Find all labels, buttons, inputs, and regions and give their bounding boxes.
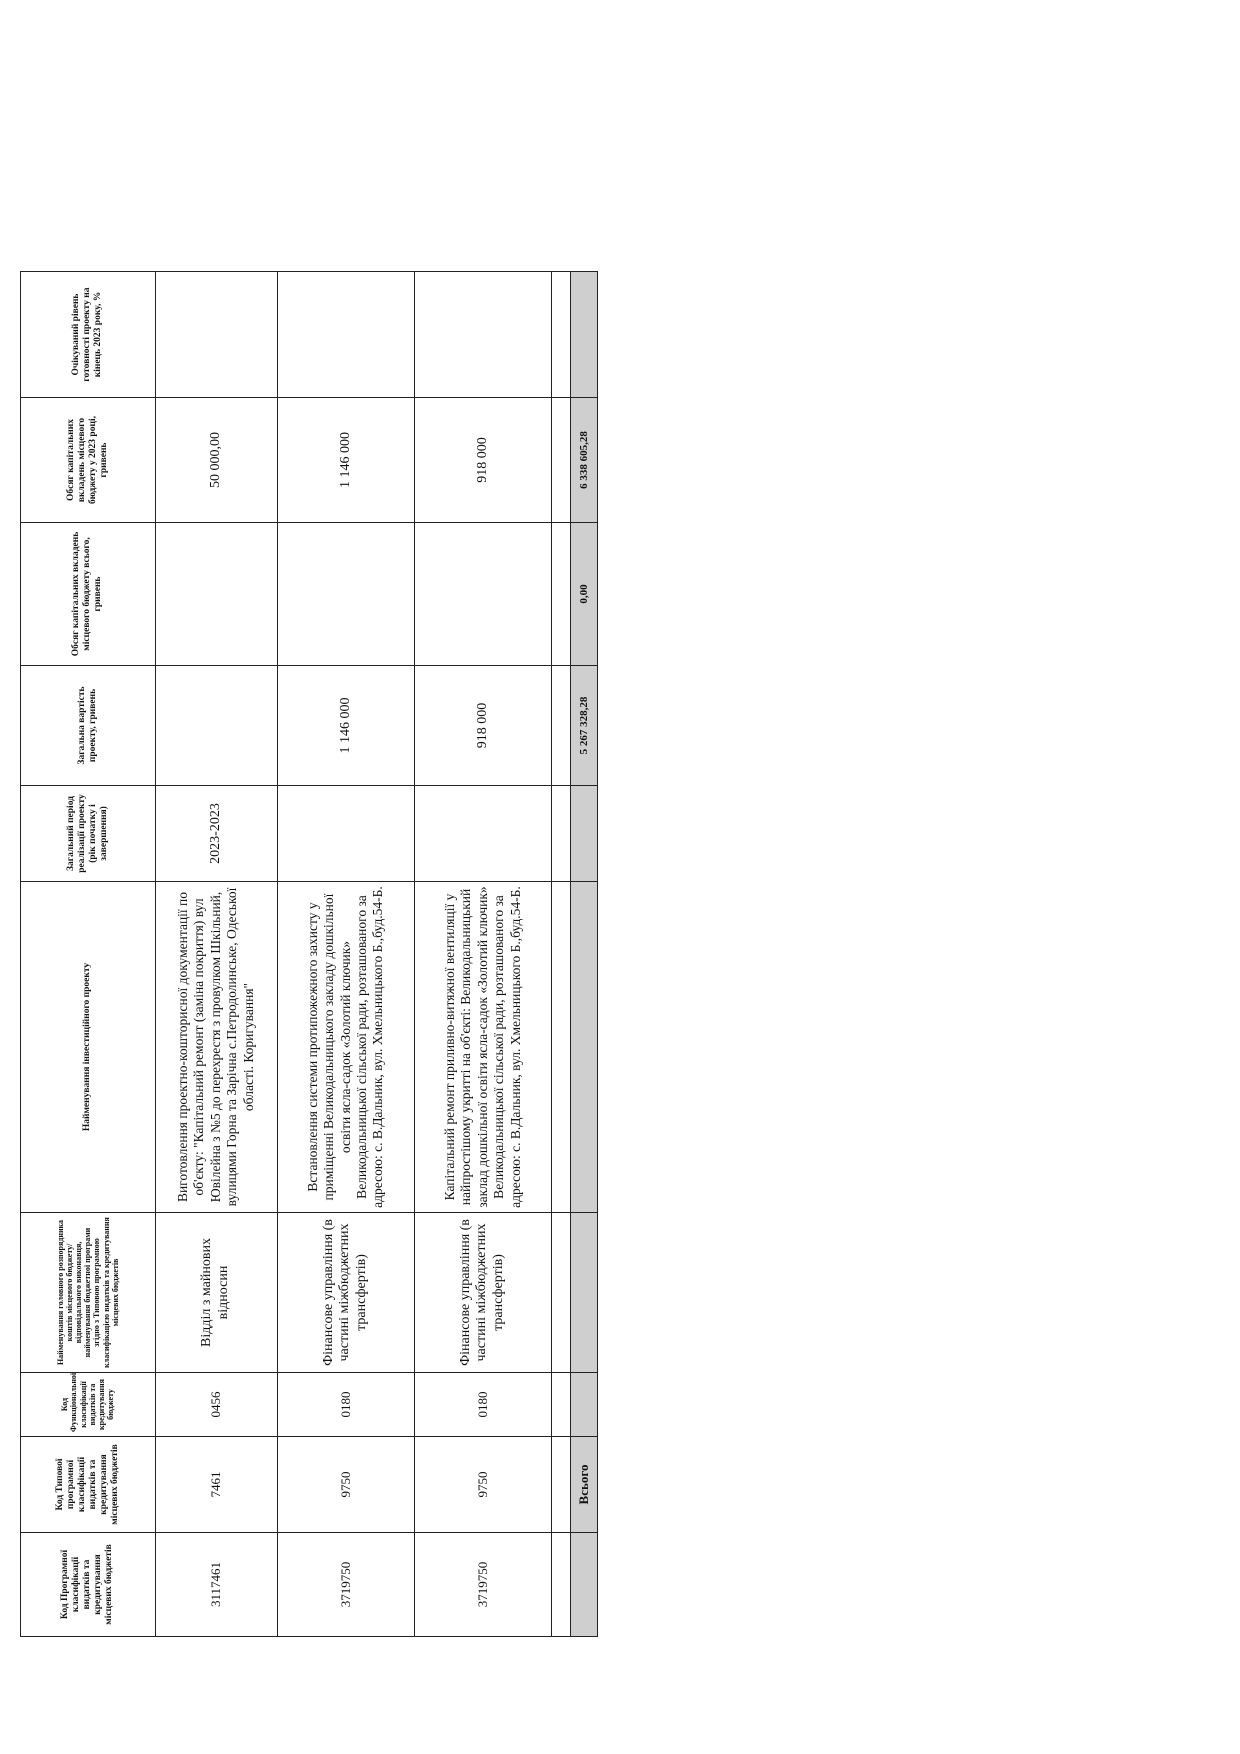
table-row <box>277 272 414 1637</box>
program-code: 3117461 <box>155 1533 277 1637</box>
rotated-page <box>20 272 598 1637</box>
header-capital-total: Обсяг капітальних вкладень місцевого бюджету всього, гривень <box>21 523 156 666</box>
readiness <box>277 272 414 398</box>
header-typical-code: Код Типової програмної класифікації видатків та кредитування місцевих бюджетів <box>21 1437 156 1533</box>
total-row <box>570 272 597 1637</box>
header-program-code: Код Програмної класифікації видатків та кредитування місцевих бюджетів <box>21 1533 156 1637</box>
header-row <box>21 272 156 1637</box>
period <box>414 786 551 882</box>
capital-total-sum: 0,00 <box>570 523 597 666</box>
header-administrator: Найменування головного розпорядника коштів місцевого бюджету/відповідального виконавця, найменування бюджетної програми згідно з Типовою програмною класифікацією видатків та кредитування місцевих бюджетів <box>21 1213 156 1373</box>
typical-code: 7461 <box>155 1437 277 1533</box>
administrator: Фінансове управління (в частині міжбюджетних трансфертів) <box>277 1213 414 1373</box>
capital-total <box>155 523 277 666</box>
header-capital-2023: Обсяг капітальних вкладень місцевого бюджету у 2023 році, гривень <box>21 398 156 523</box>
functional-code: 0180 <box>414 1373 551 1437</box>
program-code: 3719750 <box>414 1533 551 1637</box>
readiness <box>414 272 551 398</box>
header-functional-code: Код Функціональної класифікації видатків та кредитування бюджету <box>21 1373 156 1437</box>
total-cost <box>155 666 277 786</box>
period <box>277 786 414 882</box>
capital-2023-sum: 6 338 605,28 <box>570 398 597 523</box>
administrator: Відділ з майнових відносин <box>155 1213 277 1373</box>
functional-code: 0180 <box>277 1373 414 1437</box>
project-name: Встановлення системи протипожежного захисту у приміщенні Великодальницького закладу дошкільної освіти ясла-садок «Золотий ключик» Великодальницької сільської ради, розташованого за адресою: с. В.Дальник, вул. Хмельницького Б.,буд.54-Б. <box>277 882 414 1213</box>
header-period: Загальний період реалізації проекту (рік початку і завершення) <box>21 786 156 882</box>
project-name: Виготовлення проектно-кошторисної документації по об'єкту: "Капітальний ремонт (заміна покриття) вул Ювілейна з №5 до перехрестя з провулком Шкільний, вулицями Горна та Зарічна с.Петродолинське, Одеської області. Коригування" <box>155 882 277 1213</box>
empty-row <box>551 272 570 1637</box>
typical-code: 9750 <box>414 1437 551 1533</box>
investment-projects-table <box>20 271 598 1637</box>
table-row <box>155 272 277 1637</box>
program-code: 3719750 <box>277 1533 414 1637</box>
header-total-cost: Загальна вартість проекту, гривень <box>21 666 156 786</box>
functional-code: 0456 <box>155 1373 277 1437</box>
capital-total <box>414 523 551 666</box>
table-row <box>414 272 551 1637</box>
header-project-name: Найменування інвестиційного проекту <box>21 882 156 1213</box>
period: 2023-2023 <box>155 786 277 882</box>
project-name: Капітальний ремонт приливно-витяжної вентиляції у найпростішому укритті на об'єкті: Великодальницький заклад дошкільної освіти ясла-садок «Золотий ключик» Великодальницької сільської ради, розташованого за адресою: с. В.Дальник, вул. Хмельницького Б.,буд.54-Б. <box>414 882 551 1213</box>
capital-2023: 50 000,00 <box>155 398 277 523</box>
readiness <box>155 272 277 398</box>
total-cost: 1 146 000 <box>277 666 414 786</box>
total-label: Всього <box>570 1437 597 1533</box>
header-readiness: Очікуваний рівень готовності проекту на кінець 2023 року, % <box>21 272 156 398</box>
administrator: Фінансове управління (в частині міжбюджетних трансфертів) <box>414 1213 551 1373</box>
capital-2023: 918 000 <box>414 398 551 523</box>
capital-total <box>277 523 414 666</box>
total-cost-sum: 5 267 328,28 <box>570 666 597 786</box>
capital-2023: 1 146 000 <box>277 398 414 523</box>
typical-code: 9750 <box>277 1437 414 1533</box>
total-cost: 918 000 <box>414 666 551 786</box>
